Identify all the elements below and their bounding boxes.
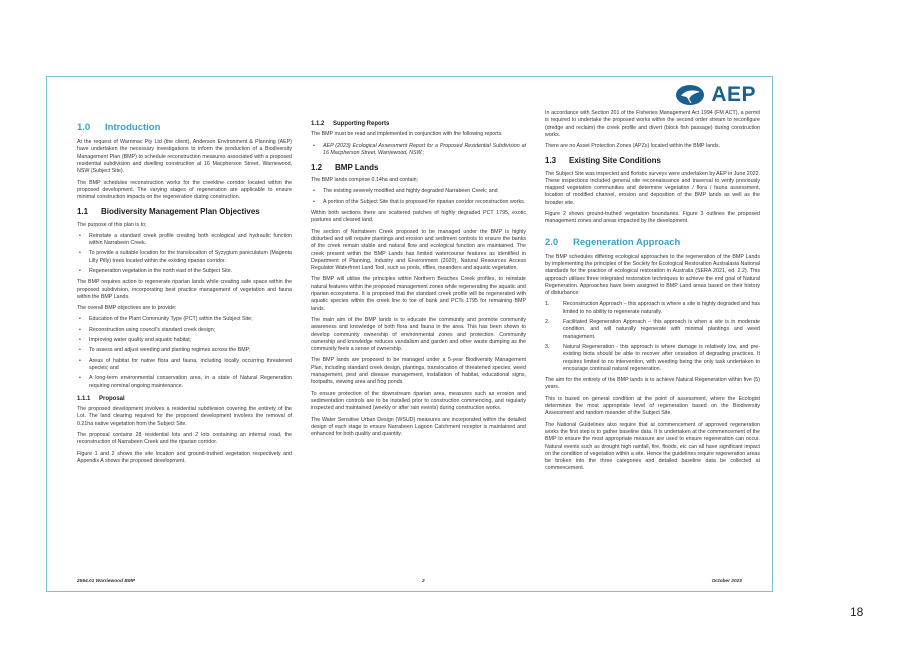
heading-existing-site-conditions: 1.3 Existing Site Conditions [545,156,662,166]
page-footer [77,579,742,584]
paragraph: Figure 2 shows ground-truthed vegetation boundaries. Figure 3 outlines the proposed management zones and areas impacted by the development. [545,211,760,225]
paragraph: The main aim of the BMP lands is to educate the community and promote community awareness and knowledge of both flora and fauna in the area. This has been shown to develop community ownership of environmental zones and protection. Community ownership and knowledge reduces vandalism and garden and other waste dumping as the community feels a sense of ownership. [311,316,526,353]
list-item: • Reinstate a standard creek profile creating both ecological and hydraulic function within Narrabeen Creek. [77,233,292,248]
paragraph: The BMP schedules reconstruction works for the creekline corridor located within the proposed development. The varying stages of regeneration are applicable to ensure minimal construction impacts on the regeneration during construction. [77,179,292,201]
paragraph: The overall BMP objectives are to provide: [77,305,177,312]
paragraph: The section of Narrabeen Creek proposed to be managed under the BMP is highly disturbed and will require plantings and erosion and sediment controls to ensure the banks of the creek remain stable and natural flow and ecological function are maintained. The creek present within the BMP Lands has limited watercourse features as identified in Department of Planning, Industry and Environment (2020), Natural Resources Access Regulator Waterfront Land Tool, such as pools, riffles, meanders and aquatic vegetation. [311,228,526,272]
list-item: 3. Natural Regeneration - this approach is where damage is relatively low, and pre-existing biota should be able to recover after cessation of degrading practices. It requires limited to no intervention, with weeding being the only task undertaken to encourage continual natural regeneration. [545,343,760,372]
list-item: • To provide a suitable location for the translocation of Syzygium paniculatum (Magenta Lilly Pilly) trees located within the existing riparian corridor. [77,250,292,265]
document-page [46,76,773,592]
paragraph: There are no Asset Protection Zones (APZs) located within the BMP lands. [545,143,721,150]
paragraph: The BMP requires action to regenerate riparian lands while creating safe space within the proposed subdivision, incorporating best practice management of vegetation and fauna within the BMP Lands. [77,279,292,300]
lands-list [311,188,526,206]
paragraph: The BMP lands are proposed to be managed under a 5-year Biodiversity Management Plan, including standard creek design, plantings, translocation of threatened species, weed management, pest and disease management, installation of habitat, educational signs, footpaths, viewing area and frog ponds. [311,357,526,386]
list-item: 2. Facilitated Regeneration Approach – this approach is when a site is in moderate condition, and will naturally regenerate with minimal plantings and weed management. [545,319,760,340]
paragraph: At the request of Warrimac Pty Ltd (the client), Anderson Environment & Planning (AEP) have undertaken the necessary investigations to inform the production of a Biodiversity Management Plan (BMP) to schedule reconstruction measures associated with a proposed residential subdivision and dwelling construction at 16 Macpherson Street, Warriewood, NSW (Subject Site). [77,139,292,175]
objectives-list [77,233,292,275]
list-item: • The existing severely modified and highly degraded Narrabeen Creek; and [311,188,526,195]
paragraph: The BMP lands comprise 0.14ha and contain; [311,177,419,184]
list-item: • Reconstruction using council's standard creek design; [77,327,292,334]
list-item: • AEP (2023) Ecological Assessment Report for a Proposed Residential Subdivision at 16 Macpherson Street, Warriewood, NSW.; [311,143,526,158]
list-item: • Education of the Plant Community Type (PCT) within the Subject Site; [77,316,292,323]
logo-text: AEP [711,83,756,106]
paragraph: To ensure protection of the downstream riparian area, measures such as erosion and sedimentation controls are to be installed prior to construction commencing, and regularly inspected and maintained (weekly or after rain events) during construction works. [311,390,526,412]
heading-regeneration-approach: 2.0 Regeneration Approach [545,236,681,248]
column-left [77,117,292,469]
footer-page-number: 2 [421,579,425,584]
list-item: • A long-term environmental conservation area, in a state of Natural Regeneration requiring nominal ongoing maintenance. [77,375,292,390]
slide-page-number: 18 [850,605,864,619]
heading-introduction: 1.0 Introduction [77,122,161,133]
list-item: • Areas of habitat for native flora and fauna, including locally occurring threatened species; and [77,358,292,373]
list-item: • To assess and adjust weeding and planting regimes across the BMP; [77,347,292,354]
paragraph: The BMP will utilise the principles within Northern Beaches Creek profiles, to reinstate natural features within the proposed management zones while regenerating the aquatic and riparian ecosystems. It is proposed that the standard creek profile will be regenerated with aquatic species within the creek line to toe of bank and PCTs 1795 for remaining BMP lands. [311,276,526,312]
heading-objectives: 1.1 Biodiversity Management Plan Objectives [77,207,260,217]
reports-list [311,143,526,158]
approaches-list [545,301,760,373]
footer-document-id: 2564.01 Warriewood BMP [77,579,136,584]
aep-logo [675,83,756,107]
paragraph: This is based on general condition at the point of assessment, where the Ecologist determines the most appropriate level of regeneration based on the Biodiversity Assessment and random meander of the Subject Site. [545,395,760,417]
paragraph: The purpose of this plan is to; [77,221,147,228]
heading-bmp-lands: 1.2 BMP Lands [311,163,379,173]
footer-date: October 2023 [711,579,742,584]
list-item: • A portion of the Subject Site that is proposed for riparian corridor reconstruction works. [311,199,526,206]
list-item: 1. Reconstruction Approach – this approach is where a site is highly degraded and has limited to no ability to regenerate naturally. [545,301,760,315]
paragraph: The Subject Site was inspected and floristic surveys were undertaken by AEP in June 2022. These inspections included general site reconnaissance and traversal to verify previously mapped vegetation communities and determine vegetation / flora / fauna assessment, location of modified channel, erosion and deposition of the BMP lands as well as the broader site. [545,170,760,206]
heading-supporting-reports: 1.1.2 Supporting Reports [311,121,390,127]
paragraph: The Water Sensitive Urban Design (WSUD) measures are incorporated within the detailed design of each stage to ensure Narrabeen Lagoon Catchment receptor is maintained and enhanced for both quality and quantity. [311,416,526,438]
list-item: • Regeneration vegetation in the north east of the Subject Site. [77,268,292,275]
paragraph: The proposed development involves a residential subdivision covering the entirety of the Lot. The land clearing required for the proposed development involves the removal of 0.21ha native vegetation from the Subject Site. [77,406,292,427]
paragraph: The BMP schedules differing ecological approaches to the regeneration of the BMP Lands by implementing the principles of the Society for Ecological Restoration Australasia National standards for the practice of ecological restoration in Australia (SERA 2021, ed. 2.2). This approach utilises three integrated restoration techniques to achieve the end goal of Natural Regeneration. Approaches have been assigned to BMP Land areas based on their history of disturbance: [545,253,760,297]
paragraph: Figure 1 and 2 shows the site location and ground-truthed vegetation respectively and Appendix A shows the proposed development. [77,450,292,464]
paragraph: In accordance with Section 201 of the Fisheries Management Act 1994 (FM ACT), a permit is required to undertake the proposed works within the second order stream to reconfigure (dredge and reclaim) the creek profile and divert (block fish passage) during construction works. [545,110,760,138]
column-middle [311,115,526,442]
paragraph: The BMP must be read and implemented in conjunction with the following reports: [311,131,503,138]
paragraph: Within both sections there are scattered patches of highly degraded PCT 1795, exotic pastures and cleared land. [311,210,526,224]
paragraph: The National Guidelines also require that at commencement of approved regeneration works the first step is to gather baseline data. It is undertaken at the commencement of the BMP to ensure the most appropriate measure are used to ensure regeneration can occur. Natural events such as drought high rainfall, fire, floods, etc can all have significant impact on the condition of vegetation within a site. Hence the guidelines require regeneration areas be broken into the three categories and detailed baseline data be collected at commencement. [545,421,760,472]
bird-logo-icon [675,84,705,106]
column-right [545,110,760,477]
list-item: • Improving water quality and aquatic habitat; [77,337,292,344]
heading-proposal: 1.1.1 Proposal [77,395,125,402]
paragraph: The aim for the entirety of the BMP lands is to achieve Natural Regeneration within five (5) years. [545,377,760,391]
paragraph: The proposal contains 28 residential lots and 2 lots containing an internal road, the reconstruction of Narrabeen Creek and the riparian corridor. [77,432,292,446]
overall-objectives-list [77,316,292,389]
